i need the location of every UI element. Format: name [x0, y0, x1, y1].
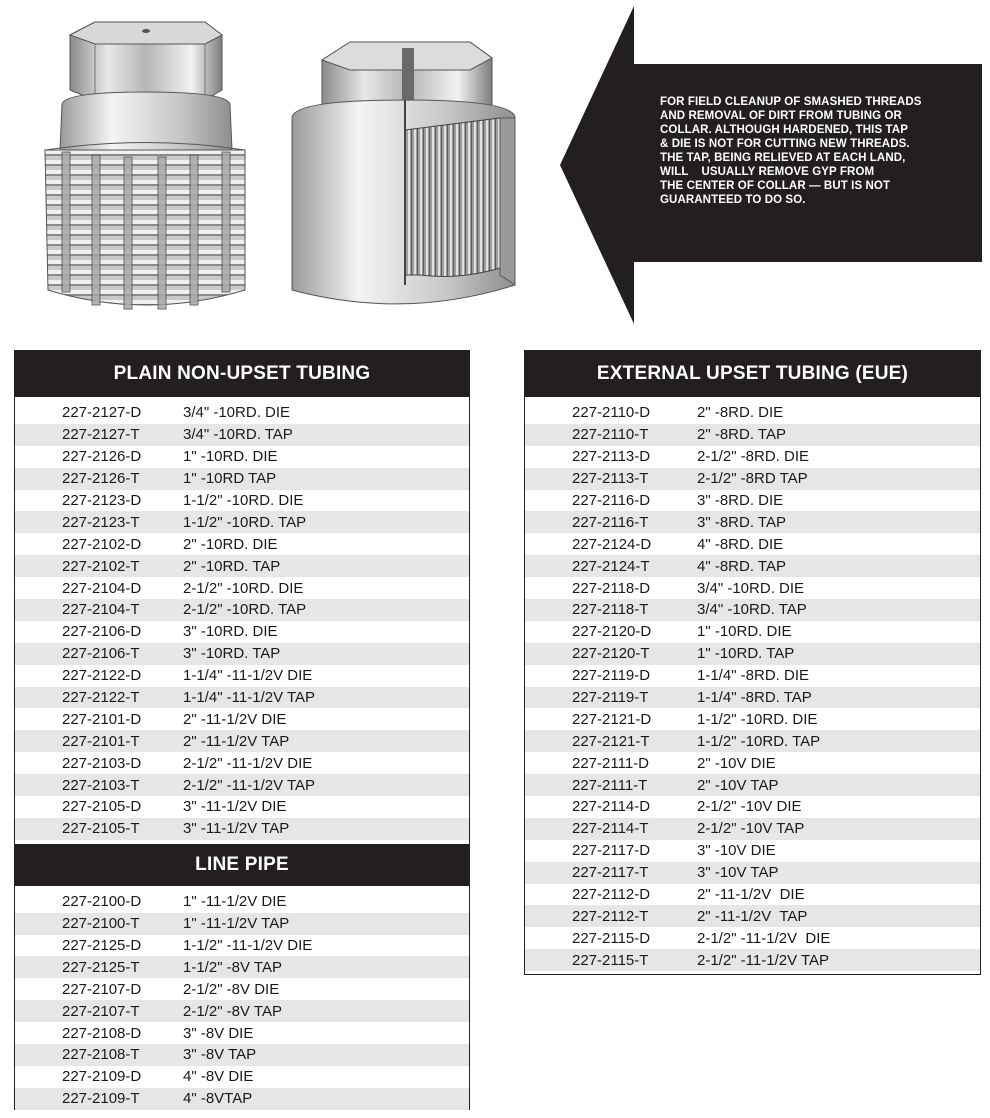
- part-description: 1-1/2" -11-1/2V DIE: [183, 937, 313, 955]
- part-description: 4" -8V DIE: [183, 1068, 254, 1086]
- part-description: 1" -11-1/2V DIE: [183, 893, 287, 911]
- part-description: 3/4" -10RD. DIE: [183, 404, 291, 422]
- left-table: [14, 350, 470, 1110]
- part-description: 3" -10RD. DIE: [183, 623, 278, 641]
- part-description: 2" -10V TAP: [697, 776, 779, 794]
- part-number: 227-2105-D: [62, 798, 142, 816]
- part-description: 2-1/2" -8V DIE: [183, 980, 280, 998]
- table-row: [15, 490, 469, 512]
- part-number: 227-2116-T: [572, 513, 649, 531]
- table-row: [15, 621, 469, 643]
- part-description: 2-1/2" -10RD. TAP: [183, 601, 307, 619]
- table-row: [525, 555, 980, 577]
- table-row: [525, 599, 980, 621]
- table-row: [525, 884, 980, 906]
- table-row: [15, 774, 469, 796]
- part-number: 227-2121-D: [572, 710, 652, 728]
- table-row: [525, 927, 980, 949]
- part-number: 227-2111-T: [572, 776, 648, 794]
- right-table: [524, 350, 981, 975]
- part-number: 227-2112-D: [572, 886, 651, 904]
- part-number: 227-2106-D: [62, 623, 142, 641]
- table-row: [525, 402, 980, 424]
- part-number: 227-2122-T: [62, 689, 140, 707]
- part-description: 2-1/2" -10RD. DIE: [183, 579, 304, 597]
- part-number: 227-2118-D: [572, 579, 651, 597]
- part-number: 227-2123-T: [62, 513, 140, 531]
- part-description: 2-1/2" -11-1/2V TAP: [697, 951, 830, 969]
- table-row: [525, 708, 980, 730]
- callout-line: FOR FIELD CLEANUP OF SMASHED THREADS: [660, 96, 922, 108]
- part-number: 227-2108-T: [62, 1046, 140, 1064]
- table-row: [15, 665, 469, 687]
- part-description: 2-1/2" -10V DIE: [697, 798, 802, 816]
- part-number: 227-2102-D: [62, 535, 142, 553]
- table-row: [525, 533, 980, 555]
- part-number: 227-2115-T: [572, 951, 649, 969]
- section-title-plain: PLAIN NON-UPSET TUBING: [15, 351, 469, 397]
- table-row: [525, 446, 980, 468]
- part-description: 1" -11-1/2V TAP: [183, 915, 290, 933]
- part-number: 227-2121-T: [572, 732, 650, 750]
- part-description: 2-1/2" -11-1/2V DIE: [697, 929, 831, 947]
- part-description: 1-1/4" -8RD. TAP: [697, 689, 812, 707]
- table-row: [525, 621, 980, 643]
- table-row: [15, 730, 469, 752]
- part-number: 227-2112-T: [572, 907, 649, 925]
- part-description: 1" -10RD. DIE: [183, 448, 278, 466]
- part-description: 3" -10RD. TAP: [183, 645, 281, 663]
- table-row: [15, 643, 469, 665]
- table-row: [15, 752, 469, 774]
- part-description: 2-1/2" -8V TAP: [183, 1002, 282, 1020]
- part-number: 227-2120-T: [572, 645, 650, 663]
- table-row: [15, 818, 469, 840]
- part-description: 2" -11-1/2V TAP: [697, 907, 808, 925]
- table-row: [15, 687, 469, 709]
- callout-line: THE TAP, BEING RELIEVED AT EACH LAND,: [660, 152, 906, 164]
- table-row: [15, 708, 469, 730]
- part-description: 3" -10V DIE: [697, 842, 776, 860]
- part-description: 3" -11-1/2V TAP: [183, 820, 290, 838]
- table-row: [525, 490, 980, 512]
- callout-line: COLLAR. ALTHOUGH HARDENED, THIS TAP: [660, 124, 908, 136]
- table-row: [15, 468, 469, 490]
- part-description: 2" -11-1/2V TAP: [183, 732, 290, 750]
- table-row: [525, 468, 980, 490]
- part-number: 227-2117-T: [572, 864, 649, 882]
- part-number: 227-2125-D: [62, 937, 142, 955]
- part-number: 227-2119-D: [572, 667, 651, 685]
- part-number: 227-2104-D: [62, 579, 142, 597]
- part-number: 227-2114-T: [572, 820, 649, 838]
- table-row: [525, 774, 980, 796]
- part-number: 227-2113-T: [572, 470, 649, 488]
- part-description: 2" -11-1/2V DIE: [697, 886, 805, 904]
- cutaway-die-icon: [292, 42, 515, 304]
- part-number: 227-2107-D: [62, 980, 142, 998]
- part-description: 1-1/4" -11-1/2V DIE: [183, 667, 313, 685]
- part-description: 1-1/2" -10RD. DIE: [183, 492, 304, 509]
- part-number: 227-2113-D: [572, 448, 651, 466]
- part-number: 227-2110-T: [572, 426, 649, 444]
- part-number: 227-2100-T: [62, 915, 140, 933]
- callout-line: & DIE IS NOT FOR CUTTING NEW THREADS.: [660, 138, 910, 150]
- part-number: 227-2126-T: [62, 470, 140, 488]
- part-number: 227-2114-D: [572, 798, 651, 816]
- table-row: [525, 424, 980, 446]
- table-row: [15, 555, 469, 577]
- part-number: 227-2123-D: [62, 492, 142, 509]
- table-row: [15, 1088, 469, 1110]
- part-description: 2" -10RD. DIE: [183, 535, 278, 553]
- part-description: 4" -8RD. TAP: [697, 557, 786, 575]
- part-number: 227-2102-T: [62, 557, 140, 575]
- part-number: 227-2103-T: [62, 776, 140, 794]
- part-number: 227-2120-D: [572, 623, 652, 641]
- table-row: [15, 1022, 469, 1044]
- part-number: 227-2109-T: [62, 1090, 140, 1108]
- table-row: [15, 1066, 469, 1088]
- part-description: 1" -10RD. DIE: [697, 623, 792, 641]
- table-row: [15, 1000, 469, 1022]
- part-description: 1-1/2" -10RD. DIE: [697, 710, 818, 728]
- part-number: 227-2124-D: [572, 535, 652, 553]
- part-number: 227-2107-T: [62, 1002, 140, 1020]
- part-description: 3" -8V TAP: [183, 1046, 257, 1064]
- part-description: 2" -8RD. DIE: [697, 404, 784, 422]
- part-description: 2-1/2" -10V TAP: [697, 820, 805, 838]
- table-row: [15, 424, 469, 446]
- part-description: 2-1/2" -11-1/2V DIE: [183, 754, 313, 772]
- table-row: [15, 796, 469, 818]
- part-description: 2" -8RD. TAP: [697, 426, 786, 444]
- section-title-line-pipe: LINE PIPE: [15, 844, 469, 886]
- table-row: [525, 577, 980, 599]
- part-description: 3" -8RD. TAP: [697, 513, 786, 531]
- eue-rows: [525, 397, 980, 975]
- part-description: 2-1/2" -11-1/2V TAP: [183, 776, 316, 794]
- section-title-eue: EXTERNAL UPSET TUBING (EUE): [525, 351, 980, 397]
- table-row: [15, 533, 469, 555]
- part-description: 3/4" -10RD. TAP: [697, 601, 807, 619]
- table-row: [15, 956, 469, 978]
- table-row: [15, 978, 469, 1000]
- part-description: 3" -11-1/2V DIE: [183, 798, 287, 816]
- part-description: 2" -10RD. TAP: [183, 557, 281, 575]
- part-description: 3" -8RD. DIE: [697, 492, 784, 509]
- table-row: [525, 687, 980, 709]
- table-row: [525, 818, 980, 840]
- part-number: 227-2127-T: [62, 426, 140, 444]
- product-illustration: [0, 0, 560, 340]
- table-row: [525, 511, 980, 533]
- part-description: 1" -10RD TAP: [183, 470, 277, 488]
- part-description: 2" -11-1/2V DIE: [183, 710, 287, 728]
- table-row: [525, 862, 980, 884]
- part-description: 3/4" -10RD. DIE: [697, 579, 805, 597]
- threaded-tap-icon: [45, 22, 245, 309]
- part-number: 227-2117-D: [572, 842, 651, 860]
- part-number: 227-2111-D: [572, 754, 649, 772]
- part-number: 227-2104-T: [62, 601, 140, 619]
- part-description: 3" -10V TAP: [697, 864, 779, 882]
- part-number: 227-2110-D: [572, 404, 651, 422]
- part-number: 227-2103-D: [62, 754, 142, 772]
- part-description: 1-1/2" -10RD. TAP: [183, 513, 307, 531]
- part-description: 1" -10RD. TAP: [697, 645, 795, 663]
- table-row: [15, 1044, 469, 1066]
- table-row: [525, 643, 980, 665]
- part-description: 2-1/2" -8RD TAP: [697, 470, 808, 488]
- table-row: [15, 511, 469, 533]
- part-description: 1-1/4" -11-1/2V TAP: [183, 689, 316, 707]
- table-row: [15, 402, 469, 424]
- table-row: [525, 752, 980, 774]
- callout-line: WILL USUALLY REMOVE GYP FROM: [660, 166, 875, 178]
- table-row: [15, 577, 469, 599]
- part-number: 227-2122-D: [62, 667, 142, 685]
- table-row: [525, 840, 980, 862]
- part-number: 227-2109-D: [62, 1068, 142, 1086]
- table-row: [15, 891, 469, 913]
- callout-line: GUARANTEED TO DO SO.: [660, 194, 806, 206]
- table-row: [525, 905, 980, 927]
- part-number: 227-2100-D: [62, 893, 142, 911]
- part-number: 227-2127-D: [62, 404, 142, 422]
- plain-rows: [15, 397, 469, 844]
- part-description: 3" -8V DIE: [183, 1024, 254, 1042]
- part-description: 2" -10V DIE: [697, 754, 776, 772]
- table-row: [15, 913, 469, 935]
- part-number: 227-2124-T: [572, 557, 650, 575]
- part-number: 227-2125-T: [62, 958, 140, 976]
- part-description: 3/4" -10RD. TAP: [183, 426, 293, 444]
- part-description: 1-1/4" -8RD. DIE: [697, 667, 810, 685]
- table-row: [15, 935, 469, 957]
- table-row: [15, 599, 469, 621]
- part-number: 227-2101-T: [62, 732, 140, 750]
- callout-line: THE CENTER OF COLLAR — BUT IS NOT: [660, 180, 891, 192]
- line-pipe-rows: [15, 886, 469, 1114]
- part-number: 227-2118-T: [572, 601, 649, 619]
- table-row: [15, 446, 469, 468]
- part-number: 227-2126-D: [62, 448, 142, 466]
- part-description: 4" -8VTAP: [183, 1090, 253, 1108]
- table-row: [525, 796, 980, 818]
- table-row: [525, 665, 980, 687]
- part-number: 227-2106-T: [62, 645, 140, 663]
- part-description: 1-1/2" -10RD. TAP: [697, 732, 821, 750]
- table-row: [525, 949, 980, 971]
- part-description: 1-1/2" -8V TAP: [183, 958, 282, 976]
- part-number: 227-2108-D: [62, 1024, 142, 1042]
- part-number: 227-2105-T: [62, 820, 140, 838]
- callout-line: AND REMOVAL OF DIRT FROM TUBING OR: [660, 110, 902, 122]
- part-number: 227-2116-D: [572, 492, 651, 509]
- part-number: 227-2119-T: [572, 689, 649, 707]
- part-description: 4" -8RD. DIE: [697, 535, 784, 553]
- part-number: 227-2115-D: [572, 929, 651, 947]
- callout-text: [660, 95, 960, 207]
- part-description: 2-1/2" -8RD. DIE: [697, 448, 810, 466]
- table-row: [525, 730, 980, 752]
- part-number: 227-2101-D: [62, 710, 142, 728]
